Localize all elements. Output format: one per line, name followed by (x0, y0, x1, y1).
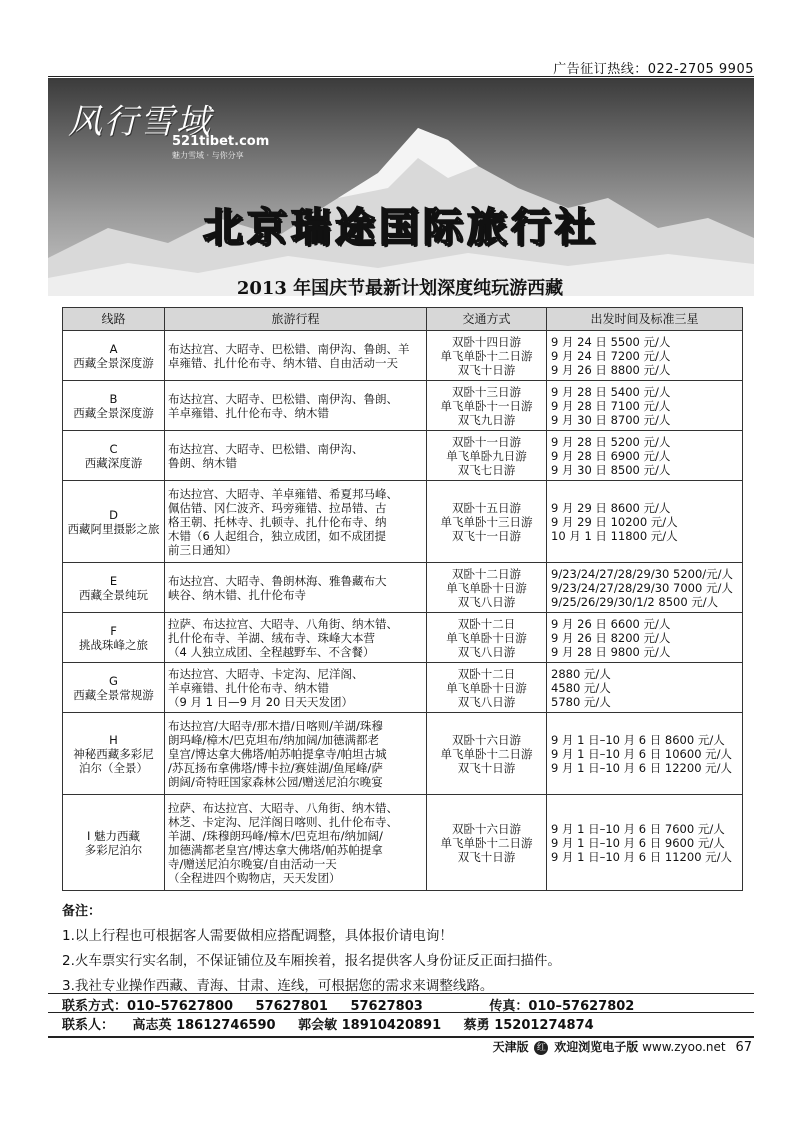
logo-slogan: 魅力雪域 · 与你分享 (172, 151, 244, 160)
departure-line: 9 月 30 日 8500 元/人 (551, 462, 671, 477)
transport-cell (427, 563, 547, 613)
departure-cell (547, 381, 743, 431)
transport-line: 双飞九日游 (457, 412, 516, 427)
phone-1: 联系方式：010–57627800 (62, 999, 233, 1014)
route-line: 西藏全景纯玩 (79, 587, 148, 602)
transport-cell (427, 613, 547, 663)
top-rule (48, 76, 754, 77)
departure-cell (547, 331, 743, 381)
transport-line: 双卧十六日游 (452, 821, 521, 836)
departure-line: 9/23/24/27/28/29/30 5200/元/人 (551, 566, 734, 581)
route-line: B (109, 391, 118, 406)
route-cell (63, 481, 165, 563)
itinerary-line: 皇宫/博达拿大佛塔/帕苏帕提拿寺/帕坦古城 (168, 746, 387, 761)
table-row (63, 381, 743, 431)
route-line: 泊尔（全景） (79, 760, 148, 775)
table-row (63, 481, 743, 563)
itinerary-line: （4 人独立成团、全程越野车、不含餐） (168, 644, 375, 659)
transport-line: 双飞十一日游 (452, 528, 521, 543)
transport-line: 双飞十日游 (457, 760, 516, 775)
transport-line: 单飞单卧十三日游 (440, 514, 533, 529)
departure-line: 9 月 26 日 8200 元/人 (551, 630, 671, 645)
route-cell (63, 563, 165, 613)
person-3: 蔡勇 15201274874 (463, 1018, 594, 1033)
itinerary-line: 布达拉宫、大昭寺、巴松错、南伊沟、 (168, 441, 364, 456)
route-line: C (109, 441, 118, 456)
edition-label: 天津版 (492, 1040, 529, 1054)
site-link[interactable]: www.zyoo.net (642, 1040, 726, 1054)
departure-line: 9 月 1 日–10 月 6 日 8600 元/人 (551, 732, 725, 747)
transport-cell (427, 431, 547, 481)
route-line: 多彩尼泊尔 (84, 842, 143, 857)
itinerary-line: 加德满都老皇宫/博达拿大佛塔/帕苏帕提拿 (168, 842, 383, 857)
notes-section (62, 900, 752, 998)
route-cell (63, 331, 165, 381)
departure-line: 9 月 1 日–10 月 6 日 9600 元/人 (551, 835, 725, 850)
itinerary-line: 鲁朗、纳木错 (168, 455, 237, 470)
transport-line: 单飞单卧十二日游 (440, 746, 533, 761)
transport-line: 单飞单卧十日游 (446, 580, 527, 595)
route-line: F (110, 623, 117, 638)
itinerary-line: 拉萨、布达拉宫、大昭寺、八角街、纳木错、 (168, 616, 398, 631)
itinerary-line: /苏瓦扬布拿佛塔/博卡拉/赛娃湖/鱼尾峰/萨 (168, 760, 383, 775)
transport-line: 单飞单卧十一日游 (440, 398, 533, 413)
phone-2: 57627801 (255, 999, 328, 1014)
departure-line: 2880 元/人 (551, 666, 611, 681)
itinerary-cell (165, 431, 427, 481)
contact-rule-top (48, 993, 754, 994)
transport-line: 双飞八日游 (457, 694, 516, 709)
departure-line: 9 月 1 日–10 月 6 日 7600 元/人 (551, 821, 725, 836)
departure-cell (547, 563, 743, 613)
itinerary-cell (165, 713, 427, 795)
welcome-text: 欢迎浏览电子版 (554, 1040, 639, 1054)
itinerary-line: 前三日通知） (168, 542, 237, 557)
note-item: 2.火车票实行实名制，不保证铺位及车厢挨着，报名提供客人身份证反正面扫描件。 (62, 953, 561, 969)
page-subtitle: 2013 年国庆节最新计划深度纯玩游西藏 (236, 278, 564, 299)
itinerary-line: 卓雍错、扎什伦布寺、纳木错、自由活动一天 (168, 355, 398, 370)
departure-line: 9 月 26 日 6600 元/人 (551, 616, 671, 631)
itinerary-line: 寺/赠送尼泊尔晚宴/自由活动一天 (168, 856, 337, 871)
note-item: 1.以上行程也可根据客人需要做相应搭配调整，具体报价请电询！ (62, 928, 453, 944)
agency-name: 北京瑞途国际旅行社 (203, 205, 599, 251)
itinerary-cell (165, 381, 427, 431)
transport-line: 双卧十二日游 (452, 566, 521, 581)
route-line: A (109, 341, 118, 356)
route-cell (63, 431, 165, 481)
departure-line: 9 月 26 日 8800 元/人 (551, 362, 671, 377)
ad-hotline: 广告征订热线：022-2705 9905 (553, 62, 754, 77)
route-line: 西藏全景常规游 (73, 687, 154, 702)
itinerary-line: 朗玛峰/樟木/巴克坦布/纳加阔/加德满都老 (168, 732, 379, 747)
departure-line: 9 月 1 日–10 月 6 日 12200 元/人 (551, 760, 733, 775)
departure-line: 5780 元/人 (551, 694, 611, 709)
transport-line: 单飞单卧九日游 (446, 448, 527, 463)
page-number: 67 (735, 1040, 752, 1055)
route-line: 西藏深度游 (84, 455, 143, 470)
itinerary-line: 林芝、卡定沟、尼洋阁日喀则、扎什伦布寺、 (168, 814, 398, 829)
itinerary-line: 布达拉宫/大昭寺/那木措/日喀则/羊湖/珠穆 (168, 718, 383, 733)
table-row (63, 663, 743, 713)
transport-cell (427, 795, 547, 891)
departure-cell (547, 431, 743, 481)
route-line: H (109, 732, 118, 747)
transport-line: 双飞八日游 (457, 644, 516, 659)
person-label: 联系人： (62, 1018, 115, 1033)
itinerary-line: 木错（6 人起组合，独立成团，如不成团提 (168, 528, 386, 543)
route-cell (63, 795, 165, 891)
transport-line: 双卧十二日 (457, 616, 516, 631)
departure-cell (547, 713, 743, 795)
itinerary-line: （全程进四个购物店，天天发团） (168, 870, 341, 885)
route-line: E (109, 573, 118, 588)
transport-line: 单飞单卧十二日游 (440, 348, 533, 363)
route-line: D (109, 507, 118, 522)
phone-3: 57627803 (350, 999, 423, 1014)
table-row (63, 563, 743, 613)
transport-line: 单飞单卧十二日游 (440, 835, 533, 850)
itinerary-line: 布达拉宫、大昭寺、巴松错、南伊沟、鲁朗、羊 (168, 341, 410, 356)
transport-cell (427, 713, 547, 795)
departure-line: 9 月 1 日–10 月 6 日 10600 元/人 (551, 746, 733, 761)
departure-line: 9 月 24 日 5500 元/人 (551, 334, 671, 349)
route-cell (63, 613, 165, 663)
itinerary-line: 布达拉宫、大昭寺、羊卓雍错、希夏邦马峰、 (168, 486, 398, 501)
banner (48, 78, 754, 296)
table-row (63, 613, 743, 663)
route-line: 西藏全景深度游 (73, 405, 154, 420)
transport-line: 双卧十一日游 (452, 434, 521, 449)
itinerary-cell (165, 481, 427, 563)
transport-line: 双飞七日游 (457, 462, 516, 477)
itinerary-line: 布达拉宫、大昭寺、鲁朗林海、雅鲁藏布大 (168, 573, 387, 588)
itinerary-line: 布达拉宫、大昭寺、巴松错、南伊沟、鲁朗、 (168, 391, 398, 406)
departure-line: 4580 元/人 (551, 680, 611, 695)
itinerary-line: （9 月 1 日—9 月 20 日天天发团） (168, 694, 354, 709)
itinerary-line: 扎什伦布寺、羊湖、绒布寺、珠峰大本营 (168, 630, 375, 645)
departure-line: 9 月 29 日 8600 元/人 (551, 500, 671, 515)
transport-cell (427, 381, 547, 431)
departure-line: 9 月 28 日 9800 元/人 (551, 644, 671, 659)
route-line: 神秘西藏多彩尼 (73, 746, 154, 761)
logo-script: 风行雪域 (68, 102, 212, 142)
route-cell (63, 663, 165, 713)
header-transport: 交通方式 (427, 308, 547, 331)
table-row (63, 431, 743, 481)
transport-line: 双飞八日游 (457, 594, 516, 609)
itinerary-line: 佩估错、冈仁波齐、玛旁雍错、拉昂错、古 (168, 500, 387, 515)
itinerary-line: 羊湖、/珠穆朗玛峰/樟木/巴克坦布/纳加阔/ (168, 828, 383, 843)
edition-badge: 红 (534, 1041, 548, 1055)
departure-line: 9 月 29 日 10200 元/人 (551, 514, 678, 529)
transport-line: 双飞十日游 (457, 362, 516, 377)
note-item: 3.我社专业操作西藏、青海、甘肃、连线，可根据您的需求来调整线路。 (62, 978, 494, 994)
transport-cell (427, 663, 547, 713)
departure-line: 9/23/24/27/28/29/30 7000 元/人 (551, 580, 733, 595)
departure-cell (547, 795, 743, 891)
fax: 传真：010–57627802 (489, 999, 635, 1014)
transport-line: 双卧十二日 (457, 666, 516, 681)
transport-line: 双卧十六日游 (452, 732, 521, 747)
departure-line: 9 月 1 日–10 月 6 日 11200 元/人 (551, 849, 733, 864)
table-row (63, 331, 743, 381)
logo-url: 521tibet.com (172, 134, 270, 149)
departure-line: 9 月 24 日 7200 元/人 (551, 348, 671, 363)
table-row (63, 795, 743, 891)
transport-line: 双卧十三日游 (452, 384, 521, 399)
transport-line: 双卧十五日游 (452, 500, 521, 515)
route-line: 西藏阿里摄影之旅 (67, 521, 160, 536)
route-line: G (109, 673, 118, 688)
departure-line: 9/25/26/29/30/1/2 8500 元/人 (551, 594, 719, 609)
person-2: 郭会敏 18910420891 (298, 1018, 442, 1033)
person-1: 高志英 18612746590 (132, 1018, 276, 1033)
transport-line: 单飞单卧十日游 (446, 630, 527, 645)
contact-rule-mid (48, 1012, 754, 1013)
route-line: 西藏全景深度游 (73, 355, 154, 370)
header-departure: 出发时间及标准三星 (547, 308, 743, 331)
departure-line: 9 月 28 日 6900 元/人 (551, 448, 671, 463)
itinerary-cell (165, 563, 427, 613)
itinerary-line: 朗阔/奇特旺国家森林公园/赠送尼泊尔晚宴 (168, 774, 383, 789)
departure-line: 9 月 28 日 7100 元/人 (551, 398, 671, 413)
route-cell (63, 713, 165, 795)
itinerary-cell (165, 795, 427, 891)
departure-cell (547, 481, 743, 563)
departure-cell (547, 663, 743, 713)
transport-line: 单飞单卧十日游 (446, 680, 527, 695)
departure-cell (547, 613, 743, 663)
itinerary-line: 格王朝、托林寺、扎顿寺、扎什伦布寺、纳 (168, 514, 387, 529)
header-route: 线路 (63, 308, 165, 331)
header-itinerary: 旅游行程 (165, 308, 427, 331)
itinerary-line: 峡谷、纳木错、扎什伦布寺 (168, 587, 306, 602)
notes-heading: 备注： (62, 904, 102, 919)
transport-line: 双飞十日游 (457, 849, 516, 864)
transport-line: 双卧十四日游 (452, 334, 521, 349)
route-cell (63, 381, 165, 431)
itinerary-line: 羊卓雍错、扎什伦布寺、纳木错 (168, 680, 329, 695)
itinerary-cell (165, 331, 427, 381)
itinerary-line: 布达拉宫、大昭寺、卡定沟、尼洋阁、 (168, 666, 364, 681)
itinerary-line: 羊卓雍错、扎什伦布寺、纳木错 (168, 405, 329, 420)
tour-table (62, 307, 742, 891)
transport-cell (427, 331, 547, 381)
departure-line: 10 月 1 日 11800 元/人 (551, 528, 678, 543)
itinerary-cell (165, 663, 427, 713)
contact-person-line (62, 1014, 594, 1033)
route-line: 挑战珠峰之旅 (79, 637, 148, 652)
departure-line: 9 月 28 日 5200 元/人 (551, 434, 671, 449)
footer (493, 1038, 752, 1055)
itinerary-line: 拉萨、布达拉宫、大昭寺、八角街、纳木错、 (168, 800, 398, 815)
itinerary-cell (165, 613, 427, 663)
table-header-row (63, 308, 743, 331)
table-row (63, 713, 743, 795)
departure-line: 9 月 30 日 8700 元/人 (551, 412, 671, 427)
transport-cell (427, 481, 547, 563)
departure-line: 9 月 28 日 5400 元/人 (551, 384, 671, 399)
route-line: I 魅力西藏 (86, 828, 141, 843)
